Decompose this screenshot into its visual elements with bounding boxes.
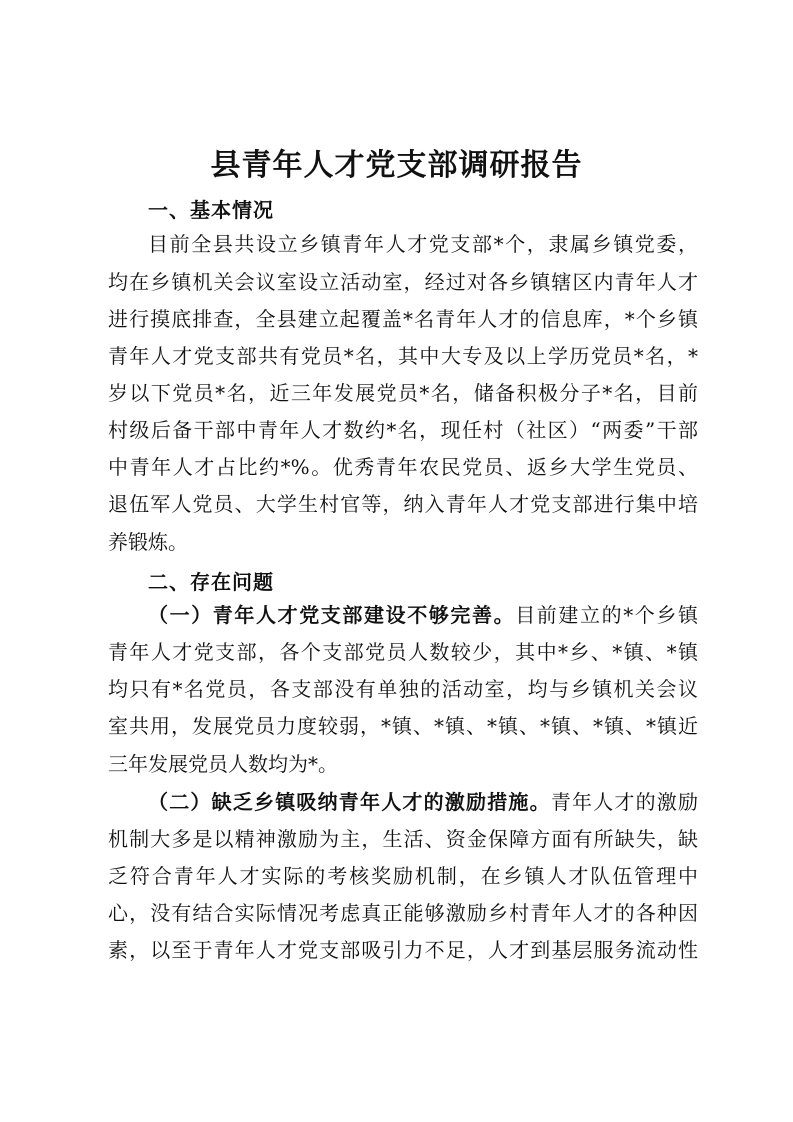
paragraph-line: 均只有*名党员，各支部没有单独的活动室，均与乡镇机关会议: [108, 677, 698, 701]
paragraph-line: 目前全县共设立乡镇青年人才党支部*个，隶属乡镇党委，: [148, 232, 698, 256]
paragraph-line: 退伍军人党员、大学生村官等，纳入青年人才党支部进行集中培: [108, 492, 698, 516]
paragraph-line: 机制大多是以精神激励为主，生活、资金保障方面有所缺失，缺: [108, 827, 698, 851]
paragraph-line: 岁以下党员*名，近三年发展党员*名，储备积极分子*名，目前: [108, 381, 698, 405]
item-lead-1: （一）青年人才党支部建设不够完善。: [148, 603, 516, 627]
document-title: 县青年人才党支部调研报告: [210, 148, 583, 183]
paragraph-line: 村级后备干部中青年人才数约*名，现任村（社区）“两委”干部: [108, 418, 698, 442]
paragraph-line: 中青年人才占比约*%。优秀青年农民党员、返乡大学生党员、: [108, 455, 698, 479]
item-first-rest: 目前建立的*个乡镇: [515, 603, 699, 627]
paragraph-line: 乏符合青年人才实际的考核奖励机制，在乡镇人才队伍管理中: [108, 864, 698, 888]
paragraph-line: 素，以至于青年人才党支部吸引力不足，人才到基层服务流动性: [108, 938, 698, 962]
paragraph-line: 室共用，发展党员力度较弱，*镇、*镇、*镇、*镇、*镇、*镇近: [108, 714, 698, 738]
item-first-rest: 青年人才的激励: [550, 790, 699, 814]
paragraph-line: 养锻炼。: [108, 530, 188, 554]
paragraph-line: 青年人才党支部，各个支部党员人数较少，其中*乡、*镇、*镇: [108, 640, 698, 664]
item-first-line: [148, 603, 698, 627]
item-first-line: [148, 790, 698, 814]
section-heading-existing-problems: 二、存在问题: [148, 570, 274, 594]
paragraph-line: 进行摸底排查，全县建立起覆盖*名青年人才的信息库，*个乡镇: [108, 307, 698, 331]
paragraph-line: 青年人才党支部共有党员*名，其中大专及以上学历党员*名，*: [108, 344, 698, 368]
paragraph-line: 三年发展党员人数均为*。: [108, 752, 338, 776]
paragraph-line: 均在乡镇机关会议室设立活动室，经过对各乡镇辖区内青年人才: [108, 270, 698, 294]
section-heading-basic-situation: 一、基本情况: [148, 198, 274, 222]
paragraph-line: 心，没有结合实际情况考虑真正能够激励乡村青年人才的各种因: [108, 901, 698, 925]
item-lead-2: （二）缺乏乡镇吸纳青年人才的激励措施。: [148, 790, 551, 814]
